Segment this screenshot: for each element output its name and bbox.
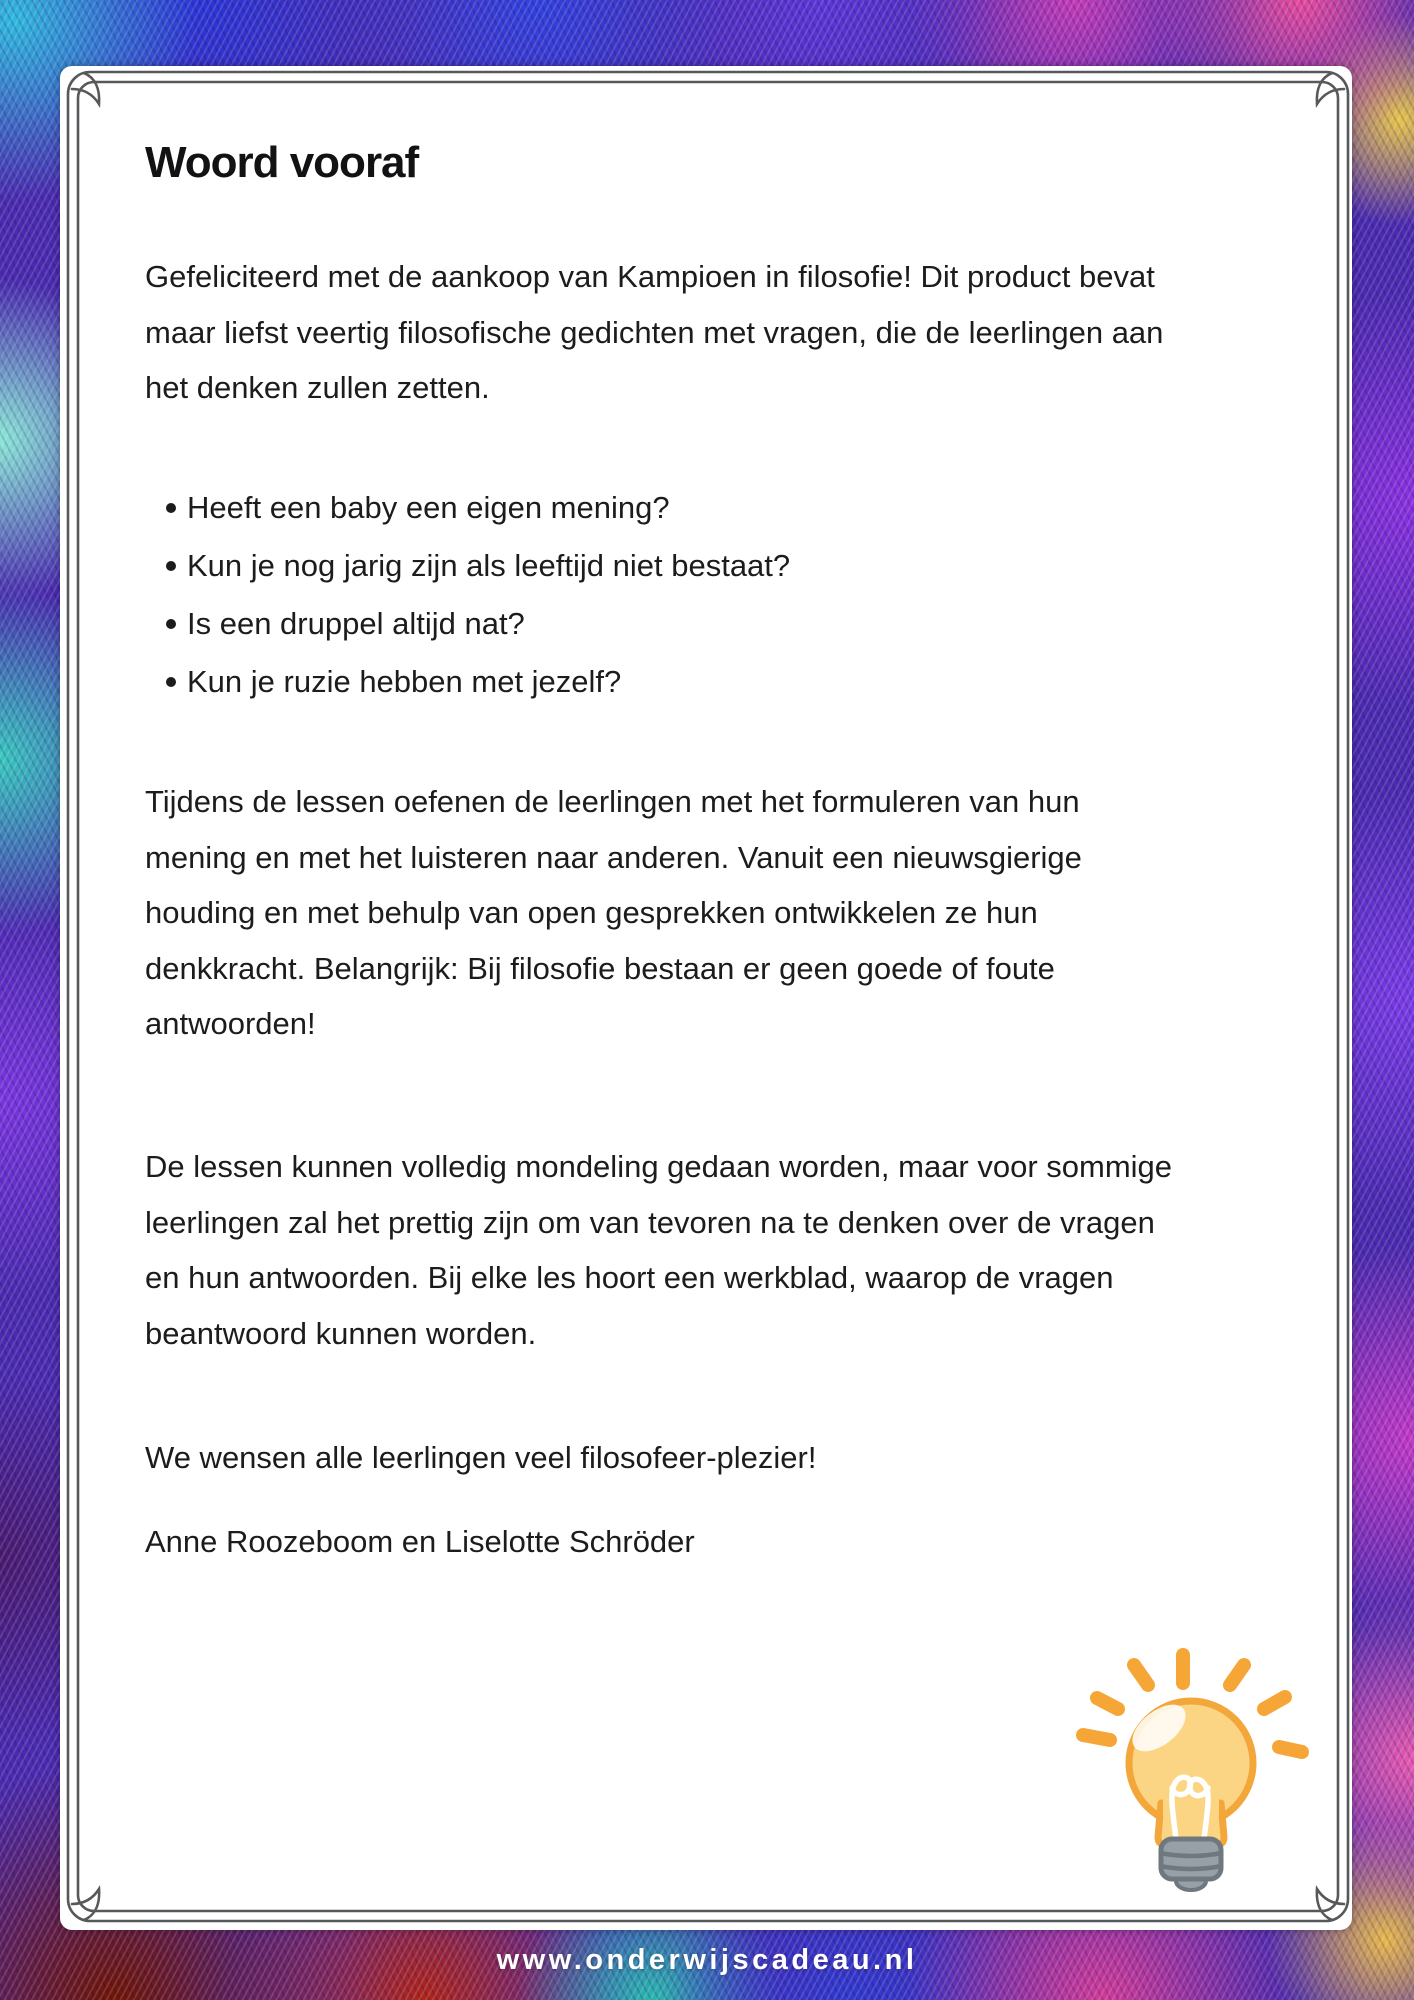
page-title: Woord vooraf	[145, 138, 419, 187]
paragraph-line: Gefeliciteerd met de aankoop van Kampioen in filosofie! Dit product bevat	[145, 259, 1155, 294]
authors-line: Anne Roozeboom en Liselotte Schröder	[145, 1524, 695, 1559]
paragraph-line: en hun antwoorden. Bij elke les hoort een werkblad, waarop de vragen	[145, 1260, 1114, 1295]
worksheet-paragraph	[145, 1139, 1172, 1361]
lightbulb-icon	[1055, 1625, 1315, 1900]
paragraph-line: denkkracht. Belangrijk: Bij filosofie bestaan er geen goede of foute	[145, 950, 1055, 986]
bullet-text: Heeft een baby een eigen mening?	[187, 490, 670, 525]
paragraph-line: leerlingen zal het prettig zijn om van tevoren na te denken over de vragen	[145, 1204, 1155, 1240]
paragraph-line: beantwoord kunnen worden.	[145, 1315, 537, 1351]
bullet-text: Is een druppel altijd nat?	[187, 606, 525, 641]
paragraph-line: De lessen kunnen volledig mondeling gedaan worden, maar voor sommige	[145, 1149, 1173, 1184]
paragraph-line: mening en met het luisteren naar anderen. Vanuit een nieuwsgierige	[145, 839, 1082, 875]
bullet-text: Kun je ruzie hebben met jezelf?	[187, 664, 622, 699]
footer-url: www.onderwijscadeau.nl	[496, 1944, 918, 1976]
intro-paragraph	[145, 249, 1163, 416]
bullet-dot-icon	[166, 619, 176, 629]
document-page	[60, 66, 1352, 1930]
lessons-paragraph	[145, 774, 1082, 1052]
bullet-item	[145, 479, 790, 537]
bullet-dot-icon	[166, 561, 176, 571]
footer-bar	[0, 1938, 1414, 1982]
bullet-dot-icon	[166, 677, 176, 687]
paragraph-line: maar liefst veertig filosofische gedichten met vragen, die de leerlingen aan	[145, 314, 1164, 350]
bullet-item	[145, 537, 790, 595]
paragraph-line: antwoorden!	[145, 1006, 316, 1041]
paragraph-line: Tijdens de lessen oefenen de leerlingen met het formuleren van hun	[145, 784, 1080, 819]
bullet-item	[145, 595, 790, 653]
bullet-dot-icon	[166, 503, 176, 513]
bullet-text: Kun je nog jarig zijn als leeftijd niet bestaat?	[187, 548, 791, 583]
bullet-item	[145, 653, 790, 711]
closing-line: We wensen alle leerlingen veel filosofeer-plezier!	[145, 1440, 817, 1475]
paragraph-line: houding en met behulp van open gesprekken ontwikkelen ze hun	[145, 895, 1038, 930]
paragraph-line: het denken zullen zetten.	[145, 370, 490, 405]
question-bullet-list	[145, 479, 790, 711]
